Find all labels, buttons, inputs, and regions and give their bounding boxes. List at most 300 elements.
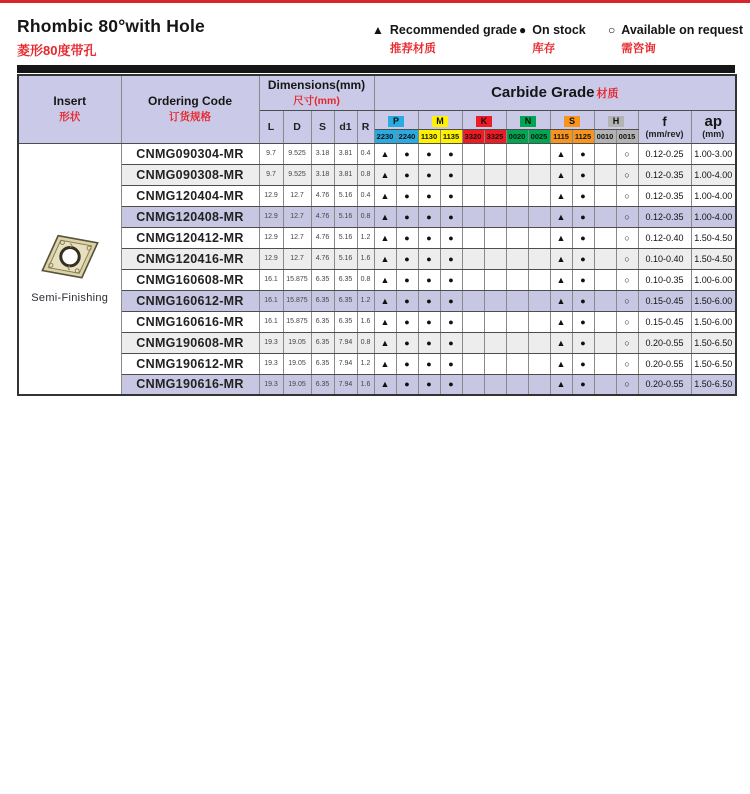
- grade-mark-cell: ●: [440, 374, 462, 395]
- grade-mark-cell: ▲: [550, 269, 572, 290]
- grade-mark-cell: ●: [418, 332, 440, 353]
- ordering-code-cell: CNMG160616-MR: [121, 311, 259, 332]
- grade-mark-cell: [462, 164, 484, 185]
- grade-letter-box-H: H: [608, 116, 624, 127]
- grade-mark-cell: [528, 143, 550, 164]
- ordering-code-cell: CNMG160612-MR: [121, 290, 259, 311]
- table-row: [18, 374, 736, 395]
- feed-rate-cell: 0.12-0.35: [638, 206, 691, 227]
- dim-cell: 5.16: [334, 206, 357, 227]
- ordering-code-cell: CNMG160608-MR: [121, 269, 259, 290]
- grade-mark-cell: [506, 164, 528, 185]
- grade-mark-cell: ●: [396, 290, 418, 311]
- grade-mark-cell: [462, 374, 484, 395]
- table-row: [18, 353, 736, 374]
- grade-mark-cell: ●: [396, 248, 418, 269]
- header-dim-S: S: [311, 110, 334, 143]
- dim-cell: 19.3: [259, 332, 283, 353]
- header-dim-d1: d1: [334, 110, 357, 143]
- grade-mark-cell: ●: [572, 248, 594, 269]
- cutting-depth-cell: 1.50-6.50: [691, 332, 736, 353]
- dim-cell: 15.875: [283, 311, 311, 332]
- table-row: [18, 311, 736, 332]
- grade-mark-cell: [528, 248, 550, 269]
- grade-mark-cell: ●: [440, 269, 462, 290]
- grade-mark-cell: ▲: [550, 374, 572, 395]
- grade-mark-cell: ●: [418, 269, 440, 290]
- header-carbide-grade-en: Carbide Grade: [491, 83, 595, 101]
- legend-label-en: On stock: [532, 23, 586, 37]
- grade-mark-cell: ●: [440, 227, 462, 248]
- ordering-code-cell: CNMG120404-MR: [121, 185, 259, 206]
- grade-mark-cell: ●: [418, 143, 440, 164]
- grade-mark-cell: ●: [418, 227, 440, 248]
- dim-cell: 12.7: [283, 206, 311, 227]
- header-cutting-depth-symbol: ap: [704, 113, 723, 130]
- header-ordering-code-zh: 订货规格: [169, 111, 211, 124]
- grade-mark-cell: [506, 353, 528, 374]
- header-dimensions-zh: 尺寸(mm): [293, 94, 340, 107]
- grade-number-1135: 1135: [440, 129, 462, 143]
- grade-mark-cell: ▲: [550, 143, 572, 164]
- legend-label-en: Recommended grade: [389, 23, 518, 37]
- header-dim-L: L: [259, 110, 283, 143]
- grade-mark-cell: ▲: [550, 164, 572, 185]
- legend: [372, 23, 742, 59]
- grade-mark-cell: ●: [440, 143, 462, 164]
- dim-cell: 5.16: [334, 248, 357, 269]
- header-dim-D: D: [283, 110, 311, 143]
- dim-cell: 12.9: [259, 248, 283, 269]
- page-title: Rhombic 80°with Hole: [17, 16, 205, 36]
- page-title-zh: 菱形80度带孔: [17, 43, 97, 58]
- grade-mark-cell: ▲: [374, 353, 396, 374]
- legend-item: [608, 23, 743, 56]
- feed-rate-cell: 0.10-0.35: [638, 269, 691, 290]
- header-cutting-depth-unit: (mm): [702, 129, 725, 139]
- dim-cell: 4.76: [311, 206, 334, 227]
- grade-mark-cell: ▲: [550, 311, 572, 332]
- dim-cell: 19.3: [259, 353, 283, 374]
- table-row: [18, 332, 736, 353]
- grade-mark-cell: ▲: [374, 164, 396, 185]
- dim-cell: 15.875: [283, 269, 311, 290]
- grade-mark-cell: [594, 248, 616, 269]
- legend-label-zh: 库存: [532, 43, 556, 55]
- ordering-code-cell: CNMG090304-MR: [121, 143, 259, 164]
- cutting-depth-cell: 1.00-4.00: [691, 185, 736, 206]
- grade-mark-cell: ▲: [374, 248, 396, 269]
- grade-mark-cell: ○: [616, 164, 638, 185]
- header-feed-rate: [638, 110, 691, 143]
- dim-cell: 12.9: [259, 206, 283, 227]
- legend-text: [532, 23, 586, 56]
- grade-mark-cell: [484, 353, 506, 374]
- grade-mark-cell: [506, 269, 528, 290]
- rhombic-insert-image: [38, 233, 102, 283]
- dim-cell: 15.875: [283, 290, 311, 311]
- grade-mark-cell: [506, 206, 528, 227]
- cutting-depth-cell: 1.50-6.50: [691, 353, 736, 374]
- grade-mark-cell: ●: [396, 164, 418, 185]
- cutting-depth-cell: 1.00-4.00: [691, 164, 736, 185]
- grade-letter-S: [550, 110, 594, 129]
- grade-mark-cell: [594, 311, 616, 332]
- dim-cell: 0.8: [357, 269, 374, 290]
- grade-mark-cell: ●: [418, 164, 440, 185]
- grade-letter-N: [506, 110, 550, 129]
- feed-rate-cell: 0.10-0.40: [638, 248, 691, 269]
- grade-mark-cell: [462, 143, 484, 164]
- ordering-code-cell: CNMG190612-MR: [121, 353, 259, 374]
- grade-mark-cell: ○: [616, 374, 638, 395]
- cutting-depth-cell: 1.50-6.50: [691, 374, 736, 395]
- dim-cell: 6.35: [311, 332, 334, 353]
- feed-rate-cell: 0.20-0.55: [638, 332, 691, 353]
- grade-mark-cell: ●: [418, 185, 440, 206]
- grade-mark-cell: [506, 227, 528, 248]
- grade-mark-cell: [528, 353, 550, 374]
- dim-cell: 0.4: [357, 143, 374, 164]
- feed-rate-cell: 0.12-0.25: [638, 143, 691, 164]
- dim-cell: 0.4: [357, 185, 374, 206]
- header-feed-rate-symbol: f: [662, 113, 667, 129]
- dim-cell: 1.2: [357, 290, 374, 311]
- grade-mark-cell: [462, 269, 484, 290]
- grade-mark-cell: [528, 164, 550, 185]
- top-red-rule: [0, 0, 750, 3]
- grade-mark-cell: ●: [396, 311, 418, 332]
- header-dim-R: R: [357, 110, 374, 143]
- product-table-section: [17, 65, 735, 396]
- grade-mark-cell: [484, 164, 506, 185]
- grade-number-0015: 0015: [616, 129, 638, 143]
- grade-mark-cell: [506, 290, 528, 311]
- grade-mark-cell: ○: [616, 353, 638, 374]
- grade-mark-cell: ●: [572, 353, 594, 374]
- grade-mark-cell: [506, 374, 528, 395]
- table-row: [18, 206, 736, 227]
- dim-cell: 9.7: [259, 143, 283, 164]
- table-row: [18, 290, 736, 311]
- grade-mark-cell: ●: [396, 227, 418, 248]
- dim-cell: 19.3: [259, 374, 283, 395]
- dim-cell: 7.94: [334, 374, 357, 395]
- grade-mark-cell: [462, 311, 484, 332]
- grade-mark-cell: [506, 143, 528, 164]
- feed-rate-cell: 0.15-0.45: [638, 290, 691, 311]
- dim-cell: 0.8: [357, 332, 374, 353]
- grade-mark-cell: ●: [440, 290, 462, 311]
- grade-mark-cell: ●: [572, 374, 594, 395]
- grade-mark-cell: ▲: [550, 353, 572, 374]
- dim-cell: 19.05: [283, 332, 311, 353]
- feed-rate-cell: 0.20-0.55: [638, 353, 691, 374]
- grade-mark-cell: ●: [572, 332, 594, 353]
- grade-mark-cell: ●: [572, 269, 594, 290]
- cutting-depth-cell: 1.50-6.00: [691, 290, 736, 311]
- grade-mark-cell: ●: [572, 185, 594, 206]
- insert-spec-table: [17, 74, 737, 396]
- grade-mark-cell: ●: [440, 185, 462, 206]
- dim-cell: 6.35: [311, 269, 334, 290]
- dim-cell: 12.9: [259, 185, 283, 206]
- grade-mark-cell: ▲: [374, 269, 396, 290]
- grade-letter-box-N: N: [520, 116, 536, 127]
- grade-mark-cell: ●: [572, 164, 594, 185]
- grade-mark-cell: ●: [572, 206, 594, 227]
- insert-shape-cell: [18, 143, 121, 395]
- grade-number-3320: 3320: [462, 129, 484, 143]
- grade-letter-box-K: K: [476, 116, 492, 127]
- grade-mark-cell: ●: [572, 227, 594, 248]
- header-dimensions: [259, 75, 374, 110]
- dim-cell: 12.7: [283, 227, 311, 248]
- grade-letter-H: [594, 110, 638, 129]
- dim-cell: 9.525: [283, 164, 311, 185]
- grade-mark-cell: ▲: [374, 311, 396, 332]
- grade-mark-cell: ●: [572, 311, 594, 332]
- grade-mark-cell: [528, 290, 550, 311]
- grade-number-0010: 0010: [594, 129, 616, 143]
- grade-number-1115: 1115: [550, 129, 572, 143]
- grade-mark-cell: [528, 311, 550, 332]
- header-carbide-grade-zh: 材质: [596, 87, 619, 100]
- grade-mark-cell: [528, 206, 550, 227]
- dim-cell: 1.6: [357, 374, 374, 395]
- grade-mark-cell: ○: [616, 248, 638, 269]
- grade-number-2230: 2230: [374, 129, 396, 143]
- grade-mark-cell: ▲: [550, 227, 572, 248]
- legend-text: [390, 23, 517, 56]
- header-insert-en: Insert: [53, 94, 87, 109]
- grade-mark-cell: ●: [396, 353, 418, 374]
- grade-mark-cell: [462, 248, 484, 269]
- dim-cell: 12.9: [259, 227, 283, 248]
- grade-mark-cell: ▲: [374, 143, 396, 164]
- ordering-code-cell: CNMG190608-MR: [121, 332, 259, 353]
- grade-mark-cell: ○: [616, 269, 638, 290]
- dim-cell: 16.1: [259, 290, 283, 311]
- grade-number-1130: 1130: [418, 129, 440, 143]
- grade-mark-cell: ●: [440, 248, 462, 269]
- grade-mark-cell: ▲: [550, 206, 572, 227]
- table-row: [18, 164, 736, 185]
- dim-cell: 9.7: [259, 164, 283, 185]
- insert-preview: [19, 233, 121, 304]
- grade-mark-cell: [506, 311, 528, 332]
- dim-cell: 3.18: [311, 164, 334, 185]
- dim-cell: 4.76: [311, 185, 334, 206]
- grade-mark-cell: [528, 227, 550, 248]
- cutting-depth-cell: 1.00-3.00: [691, 143, 736, 164]
- grade-mark-cell: ●: [396, 143, 418, 164]
- grade-mark-cell: ●: [440, 332, 462, 353]
- grade-mark-cell: ●: [440, 206, 462, 227]
- grade-mark-cell: [594, 290, 616, 311]
- grade-mark-cell: [462, 332, 484, 353]
- dim-cell: 7.94: [334, 353, 357, 374]
- grade-mark-cell: ●: [396, 374, 418, 395]
- grade-mark-cell: [594, 374, 616, 395]
- feed-rate-cell: 0.12-0.35: [638, 164, 691, 185]
- grade-mark-cell: ●: [440, 164, 462, 185]
- grade-mark-cell: [528, 374, 550, 395]
- table-row: [18, 185, 736, 206]
- grade-letter-box-P: P: [388, 116, 404, 127]
- grade-mark-cell: ●: [572, 143, 594, 164]
- dim-cell: 5.16: [334, 227, 357, 248]
- insert-style-label: Semi-Finishing: [31, 292, 109, 305]
- grade-mark-cell: [506, 248, 528, 269]
- dim-cell: 1.6: [357, 311, 374, 332]
- dim-cell: 4.76: [311, 248, 334, 269]
- grade-mark-cell: ▲: [374, 227, 396, 248]
- dim-cell: 16.1: [259, 311, 283, 332]
- dim-cell: 12.7: [283, 248, 311, 269]
- grade-mark-cell: [594, 206, 616, 227]
- feed-rate-cell: 0.12-0.35: [638, 185, 691, 206]
- grade-mark-cell: [484, 269, 506, 290]
- header-cutting-depth: [691, 110, 736, 143]
- grade-letter-box-M: M: [432, 116, 448, 127]
- grade-mark-cell: ●: [418, 353, 440, 374]
- dim-cell: 6.35: [311, 290, 334, 311]
- grade-mark-cell: ▲: [374, 185, 396, 206]
- ordering-code-cell: CNMG120408-MR: [121, 206, 259, 227]
- ordering-code-cell: CNMG190616-MR: [121, 374, 259, 395]
- grade-number-3325: 3325: [484, 129, 506, 143]
- grade-number-0025: 0025: [528, 129, 550, 143]
- grade-mark-cell: [506, 332, 528, 353]
- dim-cell: 6.35: [334, 290, 357, 311]
- grade-letter-box-S: S: [564, 116, 580, 127]
- grade-mark-cell: ●: [418, 248, 440, 269]
- dim-cell: 4.76: [311, 227, 334, 248]
- grade-mark-cell: [462, 290, 484, 311]
- legend-text: [621, 23, 743, 56]
- grade-mark-cell: [594, 227, 616, 248]
- header-insert: [18, 75, 121, 143]
- grade-mark-cell: [528, 332, 550, 353]
- dim-cell: 9.525: [283, 143, 311, 164]
- grade-mark-cell: ●: [396, 269, 418, 290]
- grade-mark-cell: ○: [616, 143, 638, 164]
- feed-rate-cell: 0.15-0.45: [638, 311, 691, 332]
- dim-cell: 12.7: [283, 185, 311, 206]
- header-carbide-grade: [374, 75, 736, 110]
- legend-symbol: ▲: [372, 23, 384, 37]
- feed-rate-cell: 0.12-0.40: [638, 227, 691, 248]
- page-header: [17, 16, 205, 59]
- grade-mark-cell: ▲: [374, 332, 396, 353]
- dim-cell: 6.35: [334, 269, 357, 290]
- header-ordering-code-en: Ordering Code: [147, 94, 232, 109]
- legend-label-zh: 推荐材质: [389, 43, 436, 55]
- grade-mark-cell: [462, 353, 484, 374]
- grade-mark-cell: [484, 227, 506, 248]
- dim-cell: 5.16: [334, 185, 357, 206]
- dim-cell: 3.81: [334, 164, 357, 185]
- ordering-code-cell: CNMG120416-MR: [121, 248, 259, 269]
- legend-symbol: ○: [608, 23, 616, 37]
- grade-mark-cell: [484, 374, 506, 395]
- grade-mark-cell: [484, 185, 506, 206]
- grade-mark-cell: [484, 248, 506, 269]
- grade-mark-cell: ○: [616, 185, 638, 206]
- grade-mark-cell: ▲: [374, 290, 396, 311]
- grade-mark-cell: ▲: [550, 290, 572, 311]
- ordering-code-cell: CNMG120412-MR: [121, 227, 259, 248]
- grade-mark-cell: ○: [616, 290, 638, 311]
- grade-mark-cell: [484, 206, 506, 227]
- cutting-depth-cell: 1.00-6.00: [691, 269, 736, 290]
- dim-cell: 19.05: [283, 374, 311, 395]
- dim-cell: 0.8: [357, 206, 374, 227]
- grade-mark-cell: ▲: [550, 248, 572, 269]
- grade-mark-cell: [462, 227, 484, 248]
- grade-letter-K: [462, 110, 506, 129]
- cutting-depth-cell: 1.00-4.00: [691, 206, 736, 227]
- dim-cell: 3.18: [311, 143, 334, 164]
- grade-mark-cell: ○: [616, 332, 638, 353]
- grade-mark-cell: [462, 185, 484, 206]
- grade-mark-cell: ●: [418, 290, 440, 311]
- grade-mark-cell: [528, 185, 550, 206]
- legend-label-zh: 需咨询: [621, 43, 656, 55]
- dim-cell: 0.8: [357, 164, 374, 185]
- header-ordering-code: [121, 75, 259, 143]
- grade-number-0020: 0020: [506, 129, 528, 143]
- grade-mark-cell: [484, 143, 506, 164]
- grade-mark-cell: ●: [572, 290, 594, 311]
- legend-symbol: ●: [519, 23, 527, 37]
- grade-mark-cell: [484, 290, 506, 311]
- grade-letter-M: [418, 110, 462, 129]
- cutting-depth-cell: 1.50-4.50: [691, 227, 736, 248]
- dim-cell: 6.35: [334, 311, 357, 332]
- grade-mark-cell: ▲: [550, 185, 572, 206]
- grade-mark-cell: [484, 332, 506, 353]
- grade-mark-cell: ○: [616, 227, 638, 248]
- grade-mark-cell: [594, 185, 616, 206]
- cutting-depth-cell: 1.50-6.00: [691, 311, 736, 332]
- legend-item: [519, 23, 586, 56]
- table-row: [18, 143, 736, 164]
- legend-item: [372, 23, 517, 56]
- table-top-bar: [17, 65, 735, 73]
- grade-mark-cell: ▲: [550, 332, 572, 353]
- grade-mark-cell: ●: [418, 206, 440, 227]
- grade-number-2240: 2240: [396, 129, 418, 143]
- feed-rate-cell: 0.20-0.55: [638, 374, 691, 395]
- grade-mark-cell: ●: [440, 353, 462, 374]
- dim-cell: 3.81: [334, 143, 357, 164]
- grade-mark-cell: ●: [396, 332, 418, 353]
- grade-mark-cell: ●: [396, 185, 418, 206]
- grade-mark-cell: ○: [616, 311, 638, 332]
- table-row: [18, 269, 736, 290]
- legend-label-en: Available on request: [621, 23, 744, 37]
- header-feed-rate-unit: (mm/rev): [645, 128, 684, 139]
- grade-mark-cell: [594, 143, 616, 164]
- grade-number-1125: 1125: [572, 129, 594, 143]
- dim-cell: 6.35: [311, 311, 334, 332]
- ordering-code-cell: CNMG090308-MR: [121, 164, 259, 185]
- dim-cell: 1.2: [357, 353, 374, 374]
- dim-cell: 1.2: [357, 227, 374, 248]
- grade-mark-cell: [594, 332, 616, 353]
